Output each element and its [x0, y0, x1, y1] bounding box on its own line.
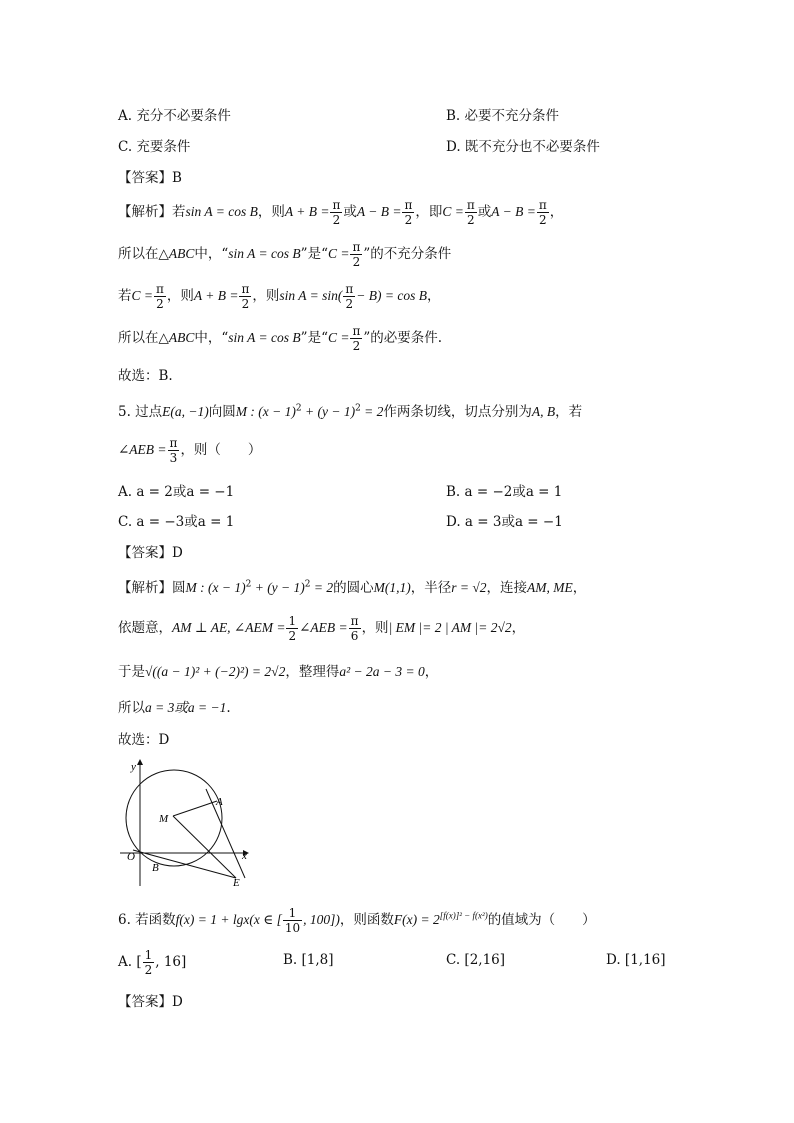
q5-stem-line1 [118, 400, 582, 420]
math: C = [442, 204, 464, 219]
q4-analysis-line2 [118, 240, 451, 269]
q5-stem-line2 [118, 436, 261, 465]
q4-option-b: B. 必要不充分条件 [446, 108, 560, 124]
math: M : (x − 1) [185, 580, 246, 595]
q6-option-a [118, 948, 186, 977]
math: C = [131, 288, 153, 303]
q4-option-a: A. 充分不必要条件 [118, 108, 231, 124]
fraction: $\frac{1}{2}$ [288, 614, 297, 643]
math: E(a, −1) [162, 404, 209, 419]
exponent: 2 [245, 579, 252, 590]
math: C = [327, 330, 350, 345]
text: 中，“ [194, 330, 229, 346]
text: ， [549, 204, 564, 220]
math: ABC [168, 246, 195, 261]
text: ”的不充分条件 [363, 246, 452, 262]
label-x: x [242, 850, 247, 862]
text: ”是“ [300, 330, 328, 346]
q5-option-c: C. a = −3或a = 1 [118, 514, 235, 530]
q5-analysis-line3 [118, 660, 438, 680]
math: sin A = cos B [185, 204, 258, 219]
text: 若 [118, 288, 132, 304]
text: 向圆 [208, 404, 236, 420]
q6-answer: 【答案】D [118, 994, 183, 1010]
text: 所以 [118, 700, 145, 716]
text: ， [424, 664, 439, 680]
exponent: [f(x)]² − f(x²) [439, 910, 488, 921]
fraction: $\frac{\pi}{2}$ [538, 198, 547, 227]
text: . [226, 700, 231, 716]
math: √((a − 1)² + (−2)²) = 2√2 [145, 664, 286, 679]
fraction: $\frac{\pi}{3}$ [169, 436, 178, 465]
exponent: 2 [295, 403, 302, 414]
text: ， [572, 580, 587, 596]
q5-option-b: B. a = −2或a = 1 [446, 484, 563, 500]
math: AM ⊥ AE, ∠AEM = [172, 620, 286, 635]
math: a = 3或a = −1 [145, 700, 227, 715]
fraction: $\frac{\pi}{2}$ [466, 198, 475, 227]
math: F(x) = 2 [393, 912, 440, 927]
analysis-label: 【解析】 [118, 204, 172, 220]
math: ∠AEB = [299, 620, 348, 635]
text: 5. 过点 [118, 404, 163, 420]
text: ， [426, 288, 441, 304]
label-b: B [152, 862, 159, 874]
exponent: 2 [304, 579, 311, 590]
text: 的值域为（ ） [487, 912, 596, 928]
label-e: E [233, 877, 240, 888]
text: ，即 [415, 204, 443, 220]
text: 若 [172, 204, 186, 220]
text: ，若 [555, 404, 583, 420]
segment-ma [173, 801, 217, 816]
text: 6. 若函数 [118, 912, 176, 928]
math: = 2 [310, 580, 334, 595]
text: A. [ [118, 954, 142, 970]
fraction: $\frac{\pi}{2}$ [156, 282, 164, 311]
math: | EM |= 2 | AM |= 2√2 [388, 620, 512, 635]
q5-geometry-figure [115, 756, 260, 888]
label-o: O [127, 851, 135, 863]
tangent-line-eb [133, 850, 236, 878]
q5-option-d: D. a = 3或a = −1 [446, 514, 563, 530]
math: r = √2 [451, 580, 487, 595]
q4-option-c: C. 充要条件 [118, 139, 191, 155]
math: sin A = sin( [279, 288, 343, 303]
text: ”的必要条件. [363, 330, 443, 346]
text: ，则 [257, 204, 285, 220]
math: ∠AEB = [118, 442, 167, 457]
q6-option-b: B. [1,8] [283, 952, 334, 968]
q4-answer: 【答案】B [118, 170, 182, 186]
text: 依题意， [118, 620, 172, 636]
fraction: $\frac{1}{2}$ [144, 948, 153, 977]
math: a² − 2a − 3 = 0 [339, 664, 425, 679]
text: , 16] [155, 954, 187, 970]
q6-option-c: C. [2,16] [446, 952, 506, 968]
q4-analysis-line1 [118, 198, 563, 227]
text: ，则 [252, 288, 280, 304]
fraction: $\frac{\pi}{2}$ [241, 282, 250, 311]
math: M : (x − 1) [235, 404, 296, 419]
q5-analysis-line4 [118, 696, 231, 716]
math: f(x) = 1 + lgx(x ∈ [ [175, 912, 282, 927]
q4-option-d: D. 既不充分也不必要条件 [446, 139, 600, 155]
fraction: $\frac{\pi}{2}$ [332, 198, 341, 227]
label-a: A [216, 796, 223, 808]
text: ，则（ ） [180, 442, 262, 458]
q4-analysis-line4 [118, 324, 442, 353]
math: A + B = [193, 288, 239, 303]
math: C = [327, 246, 350, 261]
math: , 100]) [303, 912, 340, 927]
text: 或 [477, 204, 492, 220]
text: ，则 [166, 288, 194, 304]
text: ”是“ [300, 246, 328, 262]
text: ， [511, 620, 526, 636]
math: sin A = cos B [228, 330, 301, 345]
q5-analysis-line1 [118, 576, 586, 596]
label-m: M [159, 813, 169, 825]
text: 或 [343, 204, 357, 220]
fraction: $\frac{1}{10}$ [284, 906, 301, 935]
text: 于是 [118, 664, 145, 680]
fraction: $\frac{\pi}{2}$ [345, 282, 354, 311]
segment-me [173, 816, 236, 878]
fraction: $\frac{\pi}{2}$ [404, 198, 413, 227]
text: 的圆心 [333, 580, 374, 596]
math: M(1,1) [373, 580, 411, 595]
math: sin A = cos B [228, 246, 301, 261]
label-y: y [131, 761, 136, 773]
math: = 2 [360, 404, 384, 419]
q6-stem [118, 906, 596, 935]
text: 中，“ [194, 246, 229, 262]
math: + (y − 1) [301, 404, 356, 419]
fraction: $\frac{\pi}{2}$ [352, 240, 361, 269]
q5-choose: 故选：D [118, 732, 170, 748]
text: ，则 [361, 620, 389, 636]
fraction: $\frac{\pi}{6}$ [350, 614, 359, 643]
math: A − B = [491, 204, 536, 219]
math: AM, ME [527, 580, 573, 595]
math: + (y − 1) [251, 580, 305, 595]
math: A − B = [356, 204, 402, 219]
text: 【解析】圆 [118, 580, 186, 596]
text: 所以在△ [118, 330, 169, 346]
math: ABC [168, 330, 195, 345]
text: ，整理得 [285, 664, 340, 680]
fraction: $\frac{\pi}{2}$ [352, 324, 361, 353]
q4-choose: 故选：B. [118, 368, 173, 384]
text: ，半径 [410, 580, 452, 596]
q5-answer: 【答案】D [118, 545, 183, 561]
math: − B) = cos B [356, 288, 427, 303]
math: A, B [531, 404, 556, 419]
text: 所以在△ [118, 246, 169, 262]
q5-analysis-line2 [118, 614, 525, 643]
text: ，连接 [486, 580, 528, 596]
q5-option-a: A. a = 2或a = −1 [118, 484, 235, 500]
q4-analysis-line3 [118, 282, 440, 311]
text: ，则函数 [339, 912, 394, 928]
text: 作两条切线，切点分别为 [383, 404, 532, 420]
math: A + B = [284, 204, 330, 219]
q6-option-d: D. [1,16] [606, 952, 666, 968]
exponent: 2 [355, 403, 361, 414]
